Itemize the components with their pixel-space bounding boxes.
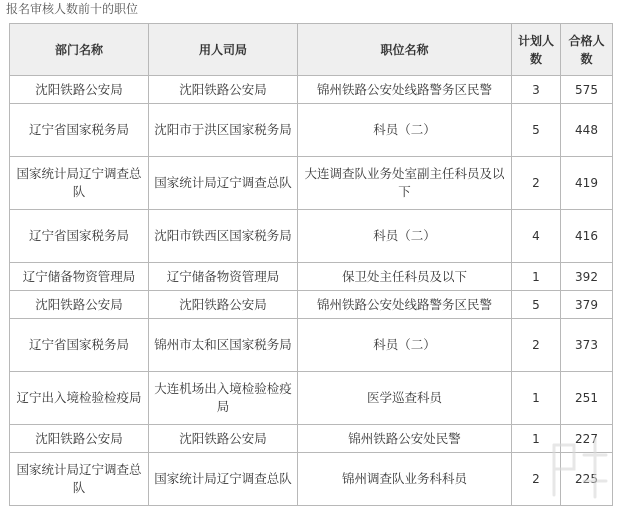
- cell-department: 国家统计局辽宁调查总队: [10, 453, 149, 506]
- table-row: [10, 291, 613, 319]
- cell-bureau: 沈阳市铁西区国家税务局: [149, 210, 298, 263]
- cell-position: 科员（二）: [298, 104, 512, 157]
- cell-position: 锦州铁路公安处民警: [298, 425, 512, 453]
- cell-department: 辽宁省国家税务局: [10, 210, 149, 263]
- cell-qualified-count: 419: [561, 157, 613, 210]
- cell-department: 辽宁省国家税务局: [10, 104, 149, 157]
- cell-department: 辽宁出入境检验检疫局: [10, 372, 149, 425]
- cell-planned-count: 5: [512, 104, 561, 157]
- cell-bureau: 沈阳铁路公安局: [149, 76, 298, 104]
- cell-planned-count: 1: [512, 372, 561, 425]
- job-ranking-table: [9, 23, 613, 506]
- cell-bureau: 辽宁储备物资管理局: [149, 263, 298, 291]
- cell-bureau: 大连机场出入境检验检疫局: [149, 372, 298, 425]
- cell-planned-count: 3: [512, 76, 561, 104]
- cell-qualified-count: 392: [561, 263, 613, 291]
- table-row: [10, 372, 613, 425]
- cell-position: 锦州铁路公安处线路警务区民警: [298, 76, 512, 104]
- header-qualified-count: 合格人数: [561, 24, 613, 76]
- header-planned-count: 计划人数: [512, 24, 561, 76]
- cell-planned-count: 2: [512, 319, 561, 372]
- header-position: 职位名称: [298, 24, 512, 76]
- table-row: [10, 76, 613, 104]
- cell-bureau: 沈阳铁路公安局: [149, 291, 298, 319]
- cell-department: 沈阳铁路公安局: [10, 76, 149, 104]
- cell-department: 辽宁储备物资管理局: [10, 263, 149, 291]
- cell-qualified-count: 379: [561, 291, 613, 319]
- cell-department: 沈阳铁路公安局: [10, 425, 149, 453]
- cell-position: 科员（二）: [298, 210, 512, 263]
- cell-qualified-count: 448: [561, 104, 613, 157]
- cell-department: 辽宁省国家税务局: [10, 319, 149, 372]
- cell-qualified-count: 373: [561, 319, 613, 372]
- table-row: [10, 263, 613, 291]
- cell-bureau: 锦州市太和区国家税务局: [149, 319, 298, 372]
- table-caption: 报名审核人数前十的职位: [6, 2, 139, 16]
- cell-qualified-count: 227: [561, 425, 613, 453]
- cell-department: 沈阳铁路公安局: [10, 291, 149, 319]
- cell-bureau: 国家统计局辽宁调查总队: [149, 453, 298, 506]
- cell-position: 保卫处主任科员及以下: [298, 263, 512, 291]
- cell-position: 科员（二）: [298, 319, 512, 372]
- header-bureau: 用人司局: [149, 24, 298, 76]
- header-department: 部门名称: [10, 24, 149, 76]
- table-row: [10, 319, 613, 372]
- cell-position: 锦州调查队业务科科员: [298, 453, 512, 506]
- cell-position: 医学巡查科员: [298, 372, 512, 425]
- cell-planned-count: 1: [512, 263, 561, 291]
- cell-position: 锦州铁路公安处线路警务区民警: [298, 291, 512, 319]
- cell-qualified-count: 575: [561, 76, 613, 104]
- table-header-row: [10, 24, 613, 76]
- table-row: [10, 157, 613, 210]
- table-row: [10, 453, 613, 506]
- cell-bureau: 沈阳市于洪区国家税务局: [149, 104, 298, 157]
- table-row: [10, 425, 613, 453]
- cell-position: 大连调查队业务处室副主任科员及以下: [298, 157, 512, 210]
- cell-qualified-count: 251: [561, 372, 613, 425]
- cell-planned-count: 4: [512, 210, 561, 263]
- cell-qualified-count: 225: [561, 453, 613, 506]
- table-row: [10, 104, 613, 157]
- cell-planned-count: 1: [512, 425, 561, 453]
- cell-bureau: 沈阳铁路公安局: [149, 425, 298, 453]
- cell-planned-count: 5: [512, 291, 561, 319]
- cell-qualified-count: 416: [561, 210, 613, 263]
- cell-planned-count: 2: [512, 157, 561, 210]
- table-row: [10, 210, 613, 263]
- cell-planned-count: 2: [512, 453, 561, 506]
- cell-bureau: 国家统计局辽宁调查总队: [149, 157, 298, 210]
- cell-department: 国家统计局辽宁调查总队: [10, 157, 149, 210]
